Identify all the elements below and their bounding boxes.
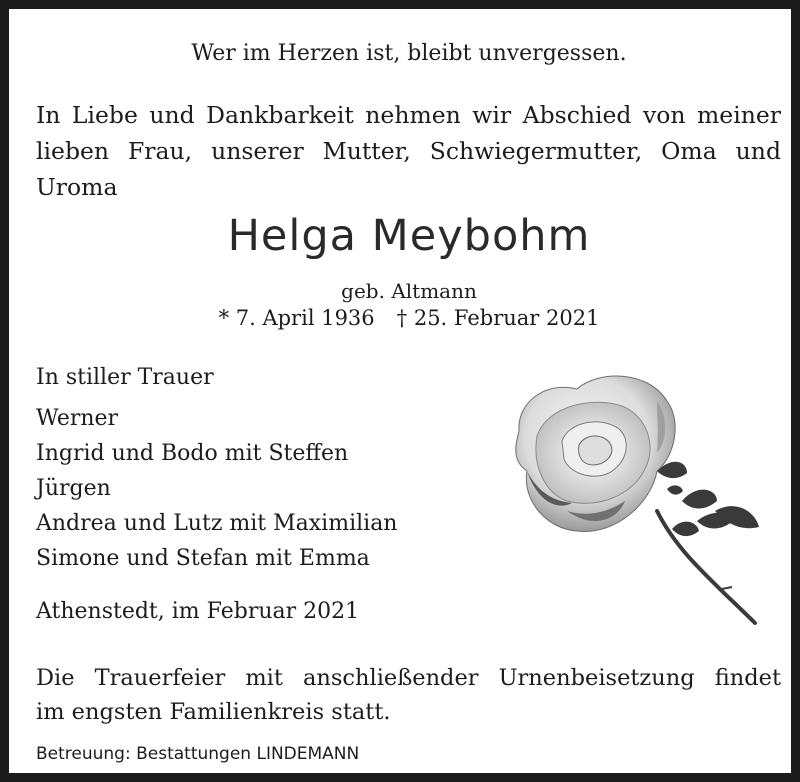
rose-image <box>507 361 769 631</box>
mourning-label: In stiller Trauer <box>36 365 214 390</box>
death-date: † 25. Februar 2021 <box>396 306 600 330</box>
place-date: Athenstedt, im Februar 2021 <box>36 599 360 624</box>
mourner: Simone und Stefan mit Emma <box>36 546 370 571</box>
motto: Wer im Herzen ist, bleibt unvergessen. <box>191 41 627 66</box>
maiden-name: geb. Altmann <box>341 279 477 303</box>
mourner: Werner <box>36 406 119 431</box>
life-dates <box>9 306 800 330</box>
mourners-list <box>36 401 397 576</box>
mourner: Andrea und Lutz mit Maximilian <box>36 511 398 536</box>
mourner: Jürgen <box>36 476 111 501</box>
rose-leaves <box>657 462 759 536</box>
service-text <box>36 661 781 729</box>
service-line: Die Trauerfeier mit anschließender Urnenbeisetzung findet <box>36 665 781 691</box>
birth-date: * 7. April 1936 <box>218 306 375 330</box>
mourner: Ingrid und Bodo mit Steffen <box>36 441 349 466</box>
funeral-home: Betreuung: Bestattungen LINDEMANN <box>36 744 360 764</box>
intro-line: In Liebe und Dankbarkeit nehmen wir Abschied von meiner <box>36 101 781 129</box>
rose-flower <box>516 376 675 531</box>
intro-text <box>36 97 781 205</box>
intro-line: lieben Frau, unserer Mutter, Schwiegermutter, Oma und <box>36 137 781 165</box>
intro-line: Uroma <box>36 173 118 201</box>
rose-stem <box>657 511 755 623</box>
service-line: im engsten Familienkreis statt. <box>36 699 391 725</box>
deceased-name: Helga Meybohm <box>227 211 591 261</box>
